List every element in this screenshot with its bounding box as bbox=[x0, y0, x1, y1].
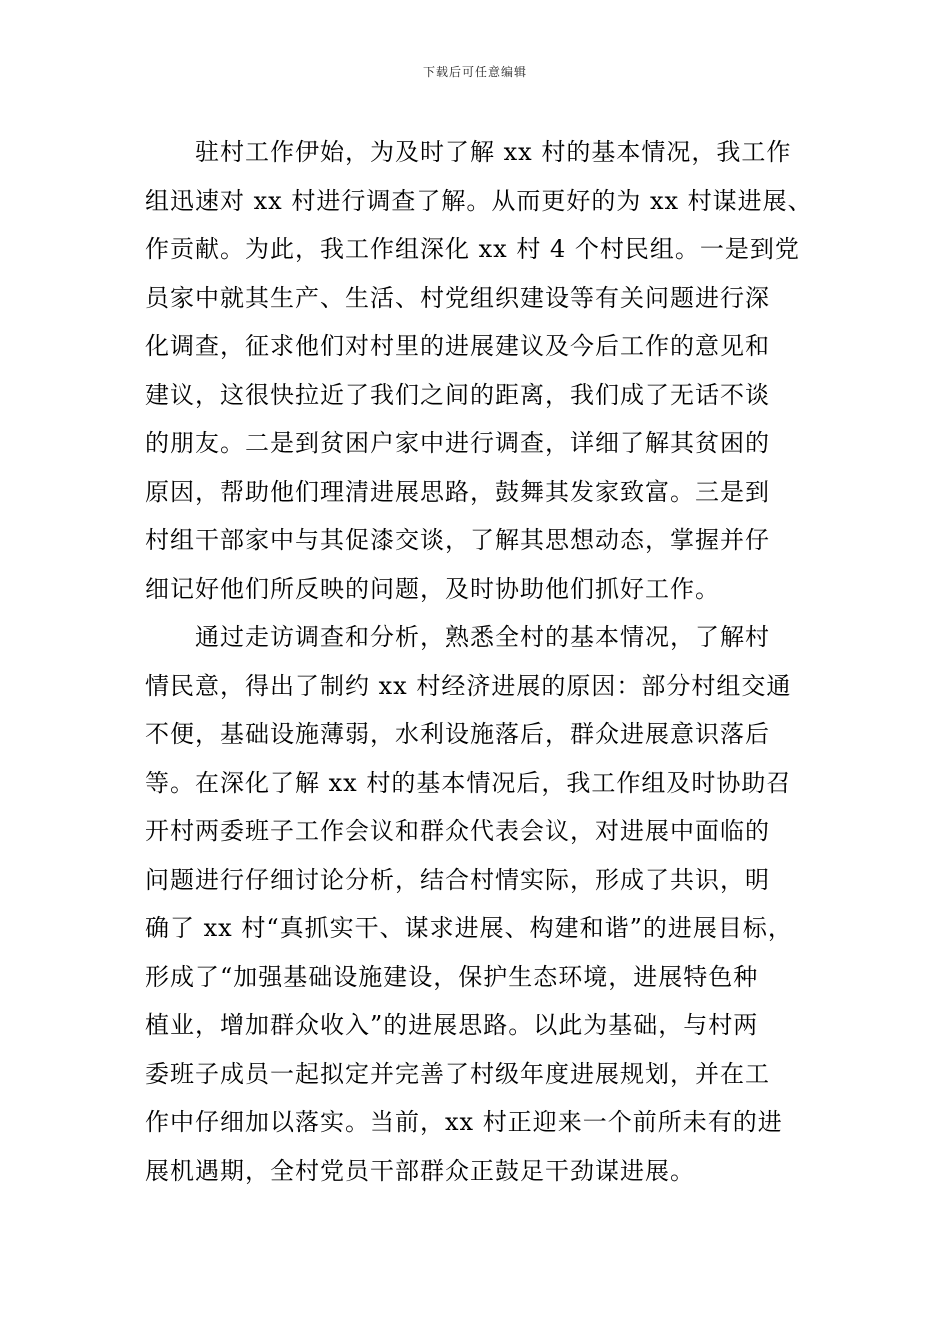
text-line: 化调查，征求他们对村里的进展建议及今后工作的意见和 bbox=[145, 332, 770, 360]
text-line: 不便，基础设施薄弱，水利设施落后，群众进展意识落后 bbox=[145, 720, 770, 748]
text-line: 作贡献。为此，我工作组深化 xx 村 4 个村民组。一是到党 bbox=[145, 235, 800, 263]
text-line: 组迅速对 xx 村进行调查了解。从而更好的为 xx 村谋进展、 bbox=[145, 186, 813, 215]
text-line: 通过走访调查和分析，熟悉全村的基本情况，了解村 bbox=[195, 623, 770, 651]
text-line: 驻村工作伊始，为及时了解 xx 村的基本情况，我工作 bbox=[195, 138, 792, 166]
text-line: 展机遇期，全村党员干部群众正鼓足干劲谋进展。 bbox=[145, 1156, 695, 1185]
paragraph-1 bbox=[145, 128, 813, 613]
document-body bbox=[145, 128, 813, 1195]
text-line: 确了 xx 村“真抓实干、谋求进展、构建和谐”的进展目标， bbox=[145, 914, 793, 942]
text-line: 等。在深化了解 xx 村的基本情况后，我工作组及时协助召 bbox=[145, 768, 792, 797]
text-line: 细记好他们所反映的问题，及时协助他们抓好工作。 bbox=[145, 574, 720, 603]
page-header: 下载后可任意编辑 bbox=[422, 65, 527, 79]
text-line: 植业，增加群众收入”的进展思路。以此为基础，与村两 bbox=[145, 1011, 759, 1039]
text-line: 开村两委班子工作会议和群众代表会议，对进展中面临的 bbox=[145, 817, 770, 845]
paragraph-2 bbox=[145, 613, 810, 1195]
text-line: 委班子成员一起拟定并完善了村级年度进展规划，并在工 bbox=[145, 1059, 770, 1088]
text-line: 形成了“加强基础设施建设，保护生态环境，进展特色种 bbox=[145, 962, 759, 991]
text-line: 作中仔细加以落实。当前，xx 村正迎来一个前所未有的进 bbox=[145, 1108, 783, 1136]
text-line: 问题进行仔细讨论分析，结合村情实际，形成了共识，明 bbox=[145, 865, 770, 894]
text-line: 的朋友。二是到贫困户家中进行调查，详细了解其贫困的 bbox=[145, 429, 770, 457]
text-line: 村组干部家中与其促漆交谈，了解其思想动态，掌握并仔 bbox=[145, 526, 770, 554]
text-line: 员家中就其生产、生活、村党组织建设等有关问题进行深 bbox=[145, 283, 770, 312]
text-line: 建议，这很快拉近了我们之间的距离，我们成了无话不谈 bbox=[145, 380, 770, 409]
text-line: 情民意，得出了制约 xx 村经济进展的原因：部分村组交通 bbox=[145, 671, 792, 700]
text-line: 原因，帮助他们理清进展思路，鼓舞其发家致富。三是到 bbox=[145, 477, 770, 506]
